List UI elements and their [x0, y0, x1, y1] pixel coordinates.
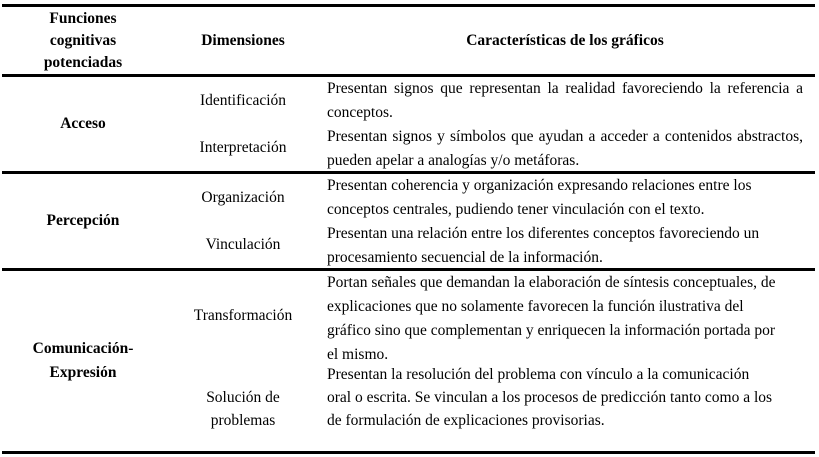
header-funciones-label: Funciones cognitivas potenciadas	[43, 10, 123, 71]
function-label: Acceso	[60, 115, 106, 132]
function-comunicacion-expresion	[2, 271, 164, 451]
bottom-rule	[2, 451, 815, 454]
function-label: Comunicación-Expresión	[32, 340, 134, 381]
description-organizacion	[327, 174, 797, 222]
description-text: Presentan signos y símbolos que ayudan a acceder a contenidos abstractos, pueden apelar a analogías y/o metáforas.	[327, 128, 803, 169]
dimension-label: Solución de problemas	[206, 388, 280, 429]
dimension-label: Organización	[201, 188, 285, 206]
dimension-label: Interpretación	[199, 138, 287, 156]
dimension-organizacion	[164, 174, 322, 221]
description-text: Presentan la resolución del problema con vínculo a la comunicación oral o escrita. Se vinculan a los procesos de predicción tanto como a los de formulación de explicaciones provisorias.	[327, 366, 773, 429]
dimension-identificacion	[164, 77, 322, 124]
dimension-solucion-problemas	[164, 366, 322, 451]
function-acceso	[2, 77, 164, 171]
description-text: Presentan coherencia y organización expresando relaciones entre los conceptos centrales, pudiendo tener vinculación con el texto.	[327, 177, 752, 218]
description-text: Presentan una relación entre los diferentes conceptos favoreciendo un procesamiento secuencial de la información.	[327, 225, 760, 266]
description-vinculacion	[327, 222, 767, 270]
dimension-label: Vinculación	[205, 235, 281, 253]
header-caracteristicas-label: Características de los gráficos	[466, 32, 664, 49]
dimension-interpretacion	[164, 124, 322, 171]
dimension-label: Identificación	[199, 91, 287, 109]
description-text: Presentan signos que representan la realidad favoreciendo la referencia a conceptos.	[327, 80, 803, 121]
function-label: Percepción	[46, 212, 120, 229]
header-caracteristicas	[327, 7, 803, 75]
description-text: Portan señales que demandan la elaboración de síntesis conceptuales, de explicaciones que no solamente favorecen la función ilustrativa del gráfico sino que complementan y enriquecen la información portada por el mismo.	[327, 274, 776, 363]
description-transformacion	[327, 271, 777, 367]
header-dimensiones-label: Dimensiones	[201, 32, 285, 49]
function-percepcion	[2, 174, 164, 268]
header-funciones	[2, 7, 164, 75]
header-dimensiones	[164, 7, 322, 75]
description-solucion-problemas	[327, 363, 777, 432]
dimension-label: Transformación	[193, 307, 293, 324]
dimension-transformacion	[164, 271, 322, 361]
description-interpretacion	[327, 125, 803, 173]
description-identificacion	[327, 77, 803, 125]
dimension-vinculacion	[164, 221, 322, 268]
